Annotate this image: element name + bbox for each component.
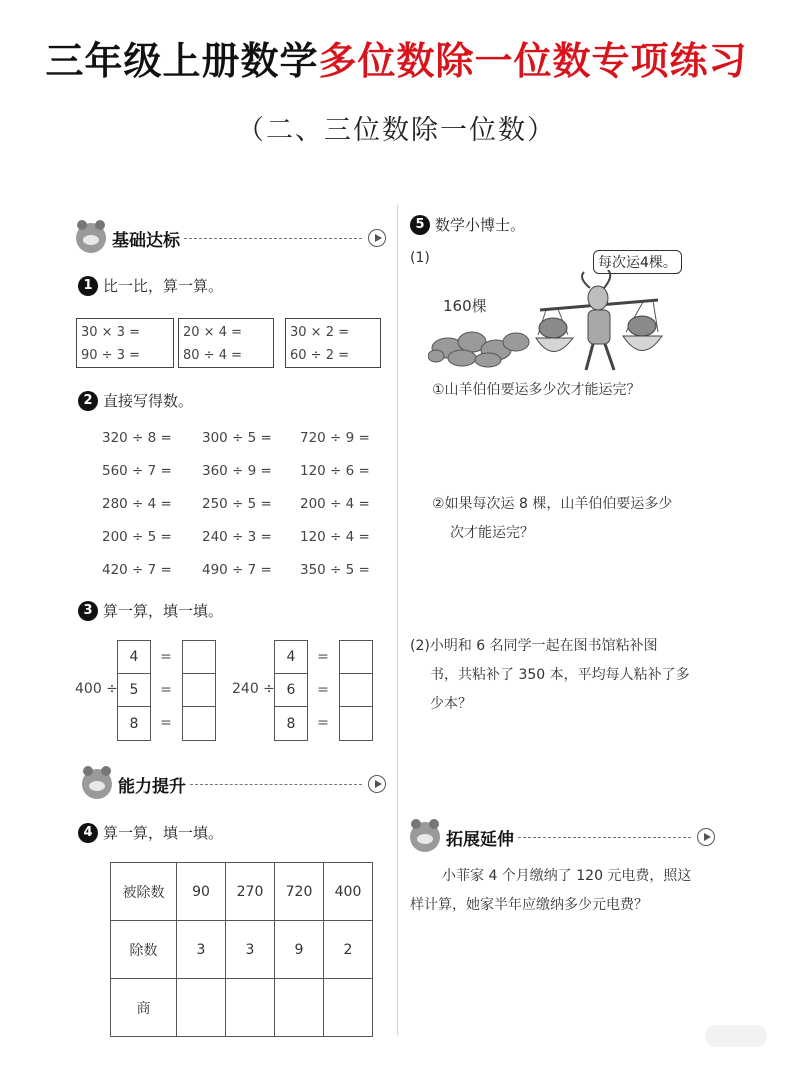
section-heading-text: 基础达标 — [112, 230, 180, 251]
compare-box-1 — [76, 318, 174, 368]
table-cell: 2 — [324, 921, 373, 979]
calc-item: 120 ÷ 6 = — [300, 463, 370, 479]
equals-sign: = — [160, 648, 172, 665]
mascot-bear-icon — [82, 769, 112, 799]
answer-cell[interactable] — [183, 707, 215, 740]
compare-expr: 90 ÷ 3 = — [81, 348, 140, 363]
section-heading-extension — [410, 819, 715, 855]
table-row — [111, 979, 373, 1037]
table-cell: 3 — [177, 921, 226, 979]
division-prefix: 240 ÷ — [232, 681, 275, 697]
question-number-badge: 4 — [78, 823, 98, 843]
page-subtitle: （二、三位数除一位数） — [237, 115, 556, 146]
calc-item: 200 ÷ 5 = — [102, 529, 172, 545]
goat-carrying-trees-illustration — [428, 270, 678, 380]
calc-item: 360 ÷ 9 = — [202, 463, 272, 479]
extension-line2: 样计算，她家半年应缴纳多少元电费？ — [410, 897, 648, 913]
page-title — [0, 30, 793, 85]
divisor-cell: 4 — [118, 641, 150, 674]
answer-cell[interactable] — [340, 674, 372, 707]
pile-label: 160棵 — [443, 297, 487, 315]
calc-item: 350 ÷ 5 = — [300, 562, 370, 578]
equals-sign: = — [317, 714, 329, 731]
question-5-text: 数学小博士。 — [435, 216, 526, 234]
calc-item: 720 ÷ 9 = — [300, 430, 370, 446]
divisor-cell: 4 — [275, 641, 307, 674]
compare-expr: 30 × 3 = — [81, 325, 140, 340]
answer-column[interactable] — [182, 640, 216, 741]
question-number-badge: 1 — [78, 276, 98, 296]
basket-icon — [623, 301, 662, 351]
row-label: 被除数 — [111, 863, 177, 921]
section-heading-ability — [82, 766, 386, 802]
basket-icon — [536, 309, 573, 352]
answer-cell[interactable] — [183, 641, 215, 674]
calc-item: 200 ÷ 4 = — [300, 496, 370, 512]
title-part-black: 三年级上册数学 — [45, 39, 319, 83]
play-circle-icon — [697, 828, 715, 846]
goat-icon — [582, 270, 614, 370]
extension-line1: 小菲家 4 个月缴纳了 120 元电费，照这 — [442, 868, 692, 884]
compare-box-3 — [285, 318, 381, 368]
question-4-text: 算一算，填一填。 — [103, 824, 224, 842]
play-circle-icon — [368, 229, 386, 247]
question-4-heading — [78, 822, 223, 843]
compare-expr: 80 ÷ 4 = — [183, 348, 242, 363]
table-cell: 9 — [275, 921, 324, 979]
sub-question-2-line1: ②如果每次运 8 棵，山羊伯伯要运多少 — [432, 496, 673, 512]
calc-item: 560 ÷ 7 = — [102, 463, 172, 479]
table-cell: 90 — [177, 863, 226, 921]
table-cell: 720 — [275, 863, 324, 921]
equals-sign: = — [317, 681, 329, 698]
calc-item: 490 ÷ 7 = — [202, 562, 272, 578]
dashed-line — [184, 238, 362, 239]
compare-box-2 — [178, 318, 274, 368]
section-heading-text: 拓展延伸 — [446, 829, 514, 850]
table-cell: 400 — [324, 863, 373, 921]
question-5-heading — [410, 214, 525, 235]
row-label: 除数 — [111, 921, 177, 979]
answer-cell[interactable] — [340, 641, 372, 674]
answer-column[interactable] — [339, 640, 373, 741]
column-divider — [397, 205, 398, 1035]
sub-question-2-line2: 次才能运完？ — [450, 525, 534, 541]
divisor-cell: 8 — [129, 715, 139, 732]
question-1-heading — [78, 275, 223, 296]
equals-column — [312, 640, 334, 739]
table-row — [111, 921, 373, 979]
question-number-badge: 2 — [78, 391, 98, 411]
row-label: 商 — [111, 979, 177, 1037]
title-part-red: 多位数除一位数专项练习 — [318, 39, 748, 83]
division-table — [110, 862, 373, 1037]
part-2-line1: (2)小明和 6 名同学一起在图书馆粘补图 — [410, 638, 658, 654]
question-3-text: 算一算，填一填。 — [103, 602, 224, 620]
equals-column — [155, 640, 177, 739]
divisor-column — [274, 640, 308, 741]
compare-expr: 30 × 2 = — [290, 325, 349, 340]
division-prefix: 400 ÷ — [75, 681, 118, 697]
question-2-heading — [78, 390, 193, 411]
calc-item: 420 ÷ 7 = — [102, 562, 172, 578]
compare-expr: 20 × 4 = — [183, 325, 242, 340]
answer-cell[interactable] — [324, 979, 373, 1037]
table-cell: 270 — [226, 863, 275, 921]
sapling-pile-icon — [428, 332, 529, 367]
calc-item: 280 ÷ 4 = — [102, 496, 172, 512]
answer-cell[interactable] — [340, 707, 372, 740]
divisor-cell: 5 — [118, 674, 150, 707]
question-1-text: 比一比，算一算。 — [103, 277, 224, 295]
divisor-cell: 6 — [275, 674, 307, 707]
table-cell: 3 — [226, 921, 275, 979]
section-heading-basic — [76, 220, 386, 256]
answer-cell[interactable] — [183, 674, 215, 707]
question-number-badge: 5 — [410, 215, 430, 235]
question-number-badge: 3 — [78, 601, 98, 621]
mascot-bear-icon — [76, 223, 106, 253]
part-2-line3: 少本？ — [430, 696, 472, 712]
sub-question-1: ①山羊伯伯要运多少次才能运完？ — [432, 382, 641, 398]
answer-cell[interactable] — [275, 979, 324, 1037]
part-label: (1) — [410, 250, 430, 266]
play-circle-icon — [368, 775, 386, 793]
calc-item: 300 ÷ 5 = — [202, 430, 272, 446]
calc-item: 240 ÷ 3 = — [202, 529, 272, 545]
table-row — [111, 863, 373, 921]
equals-sign: = — [317, 648, 329, 665]
mascot-bear-icon — [410, 822, 440, 852]
dashed-line — [518, 837, 691, 838]
question-3-heading — [78, 600, 223, 621]
calc-item: 250 ÷ 5 = — [202, 496, 272, 512]
speech-bubble: 每次运4棵。 — [593, 250, 682, 274]
equals-sign: = — [160, 681, 172, 698]
part-2-line2: 书，共粘补了 350 本，平均每人粘补了多 — [430, 667, 690, 683]
divisor-cell: 8 — [286, 715, 296, 732]
dashed-line — [190, 784, 362, 785]
answer-cell[interactable] — [226, 979, 275, 1037]
calc-item: 120 ÷ 4 = — [300, 529, 370, 545]
compare-expr: 60 ÷ 2 = — [290, 348, 349, 363]
calc-item: 320 ÷ 8 = — [102, 430, 172, 446]
watermark-mark — [705, 1025, 767, 1047]
divisor-column — [117, 640, 151, 741]
equals-sign: = — [160, 714, 172, 731]
question-2-text: 直接写得数。 — [103, 392, 194, 410]
section-heading-text: 能力提升 — [118, 776, 186, 797]
answer-cell[interactable] — [177, 979, 226, 1037]
